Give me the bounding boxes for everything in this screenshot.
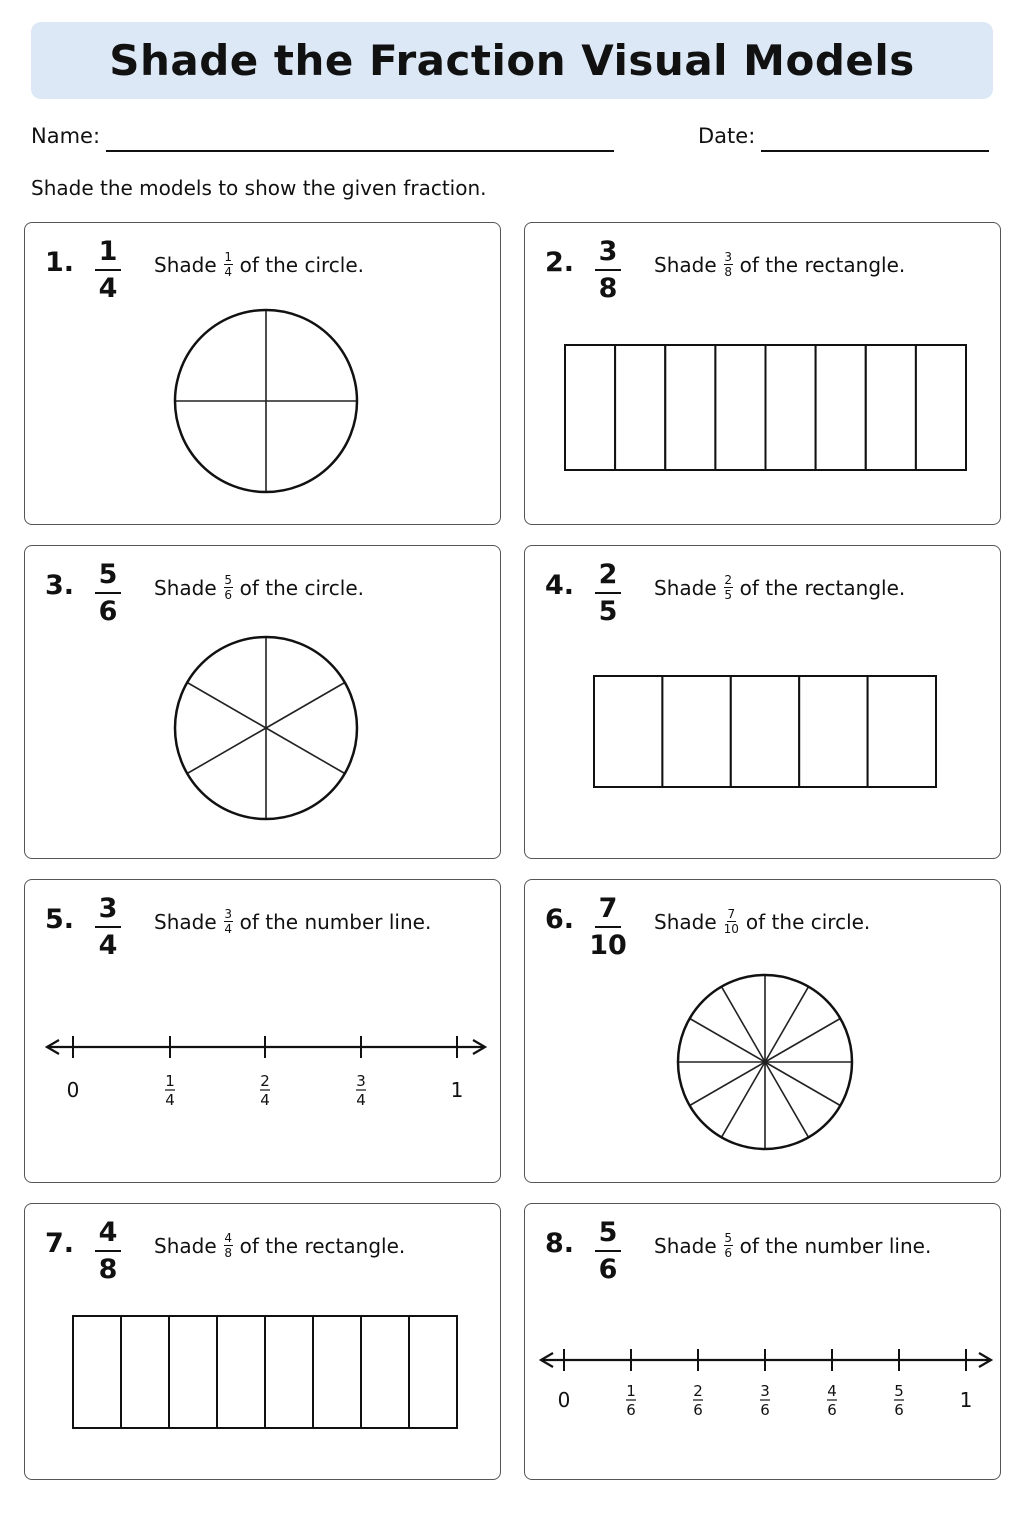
circle-sector-divider [765,987,809,1062]
inline-numerator: 2 [724,573,732,587]
instruction-suffix: of the circle. [745,909,871,934]
tick-label: 0 [557,1388,571,1412]
rectangle-model[interactable] [25,1204,499,1478]
fraction-numerator: 2 [598,559,618,590]
rectangle-part[interactable] [866,345,916,470]
rectangle-part[interactable] [766,345,816,470]
problem-card-8 [524,1203,1001,1480]
rectangle-part[interactable] [662,676,730,787]
instruction-prefix: Shade [654,575,717,600]
tick-label: 0 [66,1078,80,1102]
problem-card-7 [24,1203,501,1480]
fraction-denominator: 4 [98,930,118,961]
tick-label-denominator: 6 [626,1401,636,1419]
tick-label-numerator: 2 [693,1382,703,1400]
circle-sector-divider [722,987,766,1062]
inline-numerator: 7 [727,907,736,921]
fraction-numerator: 5 [98,559,118,590]
instruction-prefix: Shade [654,1233,717,1258]
circle-sector-divider [187,728,266,774]
inline-denominator: 4 [224,265,232,279]
problem-card-3 [24,545,501,859]
rectangle-part[interactable] [715,345,765,470]
rectangle-part[interactable] [565,345,615,470]
fraction-numerator: 4 [98,1217,118,1248]
instruction-suffix: of the number line. [739,1233,932,1258]
problem-card-6 [524,879,1001,1183]
circle-model[interactable] [25,223,499,523]
title-banner [31,22,993,99]
instructions-text: Shade the models to show the given fraction. [31,176,487,200]
name-label: Name: [31,124,101,148]
fraction-denominator: 8 [598,273,618,304]
instruction-suffix: of the rectangle. [239,1233,406,1258]
fraction-numerator: 7 [598,893,618,924]
tick-label-denominator: 6 [894,1401,904,1419]
instruction-prefix: Shade [654,252,717,277]
fraction-denominator: 6 [98,596,118,627]
instruction-prefix: Shade [154,252,217,277]
tick-label-denominator: 4 [165,1091,175,1109]
circle-model[interactable] [25,546,499,857]
problem-number: 6. [545,904,575,935]
rectangle-part[interactable] [799,676,867,787]
inline-numerator: 4 [224,1231,232,1245]
instruction-prefix: Shade [154,909,217,934]
inline-denominator: 4 [224,922,232,936]
rectangle-part[interactable] [217,1316,265,1428]
circle-model[interactable] [525,880,999,1181]
rectangle-part[interactable] [916,345,966,470]
circle-sector-divider [765,1062,809,1137]
inline-denominator: 6 [224,588,232,602]
circle-sector-divider [722,1062,766,1137]
fraction-numerator: 1 [98,236,118,267]
inline-denominator: 6 [724,1246,732,1260]
tick-label-denominator: 4 [260,1091,270,1109]
rectangle-part[interactable] [121,1316,169,1428]
tick-label-denominator: 6 [760,1401,770,1419]
circle-sector-divider [690,1019,765,1063]
tick-label-numerator: 4 [827,1382,837,1400]
tick-label-numerator: 3 [356,1072,366,1090]
instruction-suffix: of the number line. [239,909,432,934]
rectangle-part[interactable] [665,345,715,470]
circle-sector-divider [266,683,345,729]
problem-card-1 [24,222,501,525]
inline-numerator: 3 [224,907,232,921]
fraction-numerator: 3 [598,236,618,267]
instruction-suffix: of the circle. [239,252,365,277]
numberline-model[interactable] [25,880,499,1181]
problem-number: 2. [545,247,575,278]
tick-label-numerator: 2 [260,1072,270,1090]
instruction-prefix: Shade [654,909,717,934]
instruction-suffix: of the rectangle. [739,575,906,600]
circle-sector-divider [765,1019,840,1063]
fraction-numerator: 3 [98,893,118,924]
instruction-prefix: Shade [154,1233,217,1258]
problem-card-4 [524,545,1001,859]
numberline-model[interactable] [525,1204,999,1478]
instruction-suffix: of the rectangle. [739,252,906,277]
problem-number: 1. [45,247,75,278]
rectangle-part[interactable] [594,676,662,787]
circle-sector-divider [187,683,266,729]
inline-denominator: 5 [724,588,732,602]
fraction-denominator: 10 [589,930,627,961]
tick-label-denominator: 6 [827,1401,837,1419]
inline-denominator: 8 [724,265,732,279]
problem-number: 5. [45,904,75,935]
tick-label-numerator: 5 [894,1382,904,1400]
inline-denominator: 10 [723,922,739,936]
tick-label: 1 [450,1078,464,1102]
problem-number: 8. [545,1228,575,1259]
rectangle-part[interactable] [816,345,866,470]
rectangle-part[interactable] [409,1316,457,1428]
circle-sector-divider [266,728,345,774]
date-label: Date: [698,124,756,148]
fraction-denominator: 5 [598,596,618,627]
date-field[interactable] [761,150,989,152]
tick-label-denominator: 4 [356,1091,366,1109]
tick-label-numerator: 3 [760,1382,770,1400]
fraction-denominator: 6 [598,1254,618,1285]
rectangle-part[interactable] [868,676,936,787]
inline-numerator: 5 [724,1231,732,1245]
name-field[interactable] [106,150,614,152]
circle-sector-divider [765,1062,840,1106]
tick-label-numerator: 1 [165,1072,175,1090]
inline-numerator: 5 [224,573,232,587]
tick-label: 1 [959,1388,973,1412]
rectangle-part[interactable] [615,345,665,470]
problem-card-5 [24,879,501,1183]
problem-card-2 [524,222,1001,525]
rectangle-part[interactable] [265,1316,313,1428]
inline-numerator: 3 [724,250,732,264]
tick-label-numerator: 1 [626,1382,636,1400]
tick-label-denominator: 6 [693,1401,703,1419]
fraction-denominator: 8 [98,1254,118,1285]
problem-number: 4. [545,570,575,601]
inline-numerator: 1 [224,250,232,264]
rectangle-part[interactable] [361,1316,409,1428]
rectangle-part[interactable] [73,1316,121,1428]
problem-number: 7. [45,1228,75,1259]
problem-number: 3. [45,570,75,601]
rectangle-part[interactable] [169,1316,217,1428]
page-title: Shade the Fraction Visual Models [109,36,915,85]
fraction-denominator: 4 [98,273,118,304]
rectangle-model[interactable] [525,546,999,857]
instruction-prefix: Shade [154,575,217,600]
rectangle-model[interactable] [525,223,999,523]
rectangle-part[interactable] [731,676,799,787]
rectangle-part[interactable] [313,1316,361,1428]
instruction-suffix: of the circle. [239,575,365,600]
fraction-numerator: 5 [598,1217,618,1248]
inline-denominator: 8 [224,1246,232,1260]
circle-sector-divider [690,1062,765,1106]
